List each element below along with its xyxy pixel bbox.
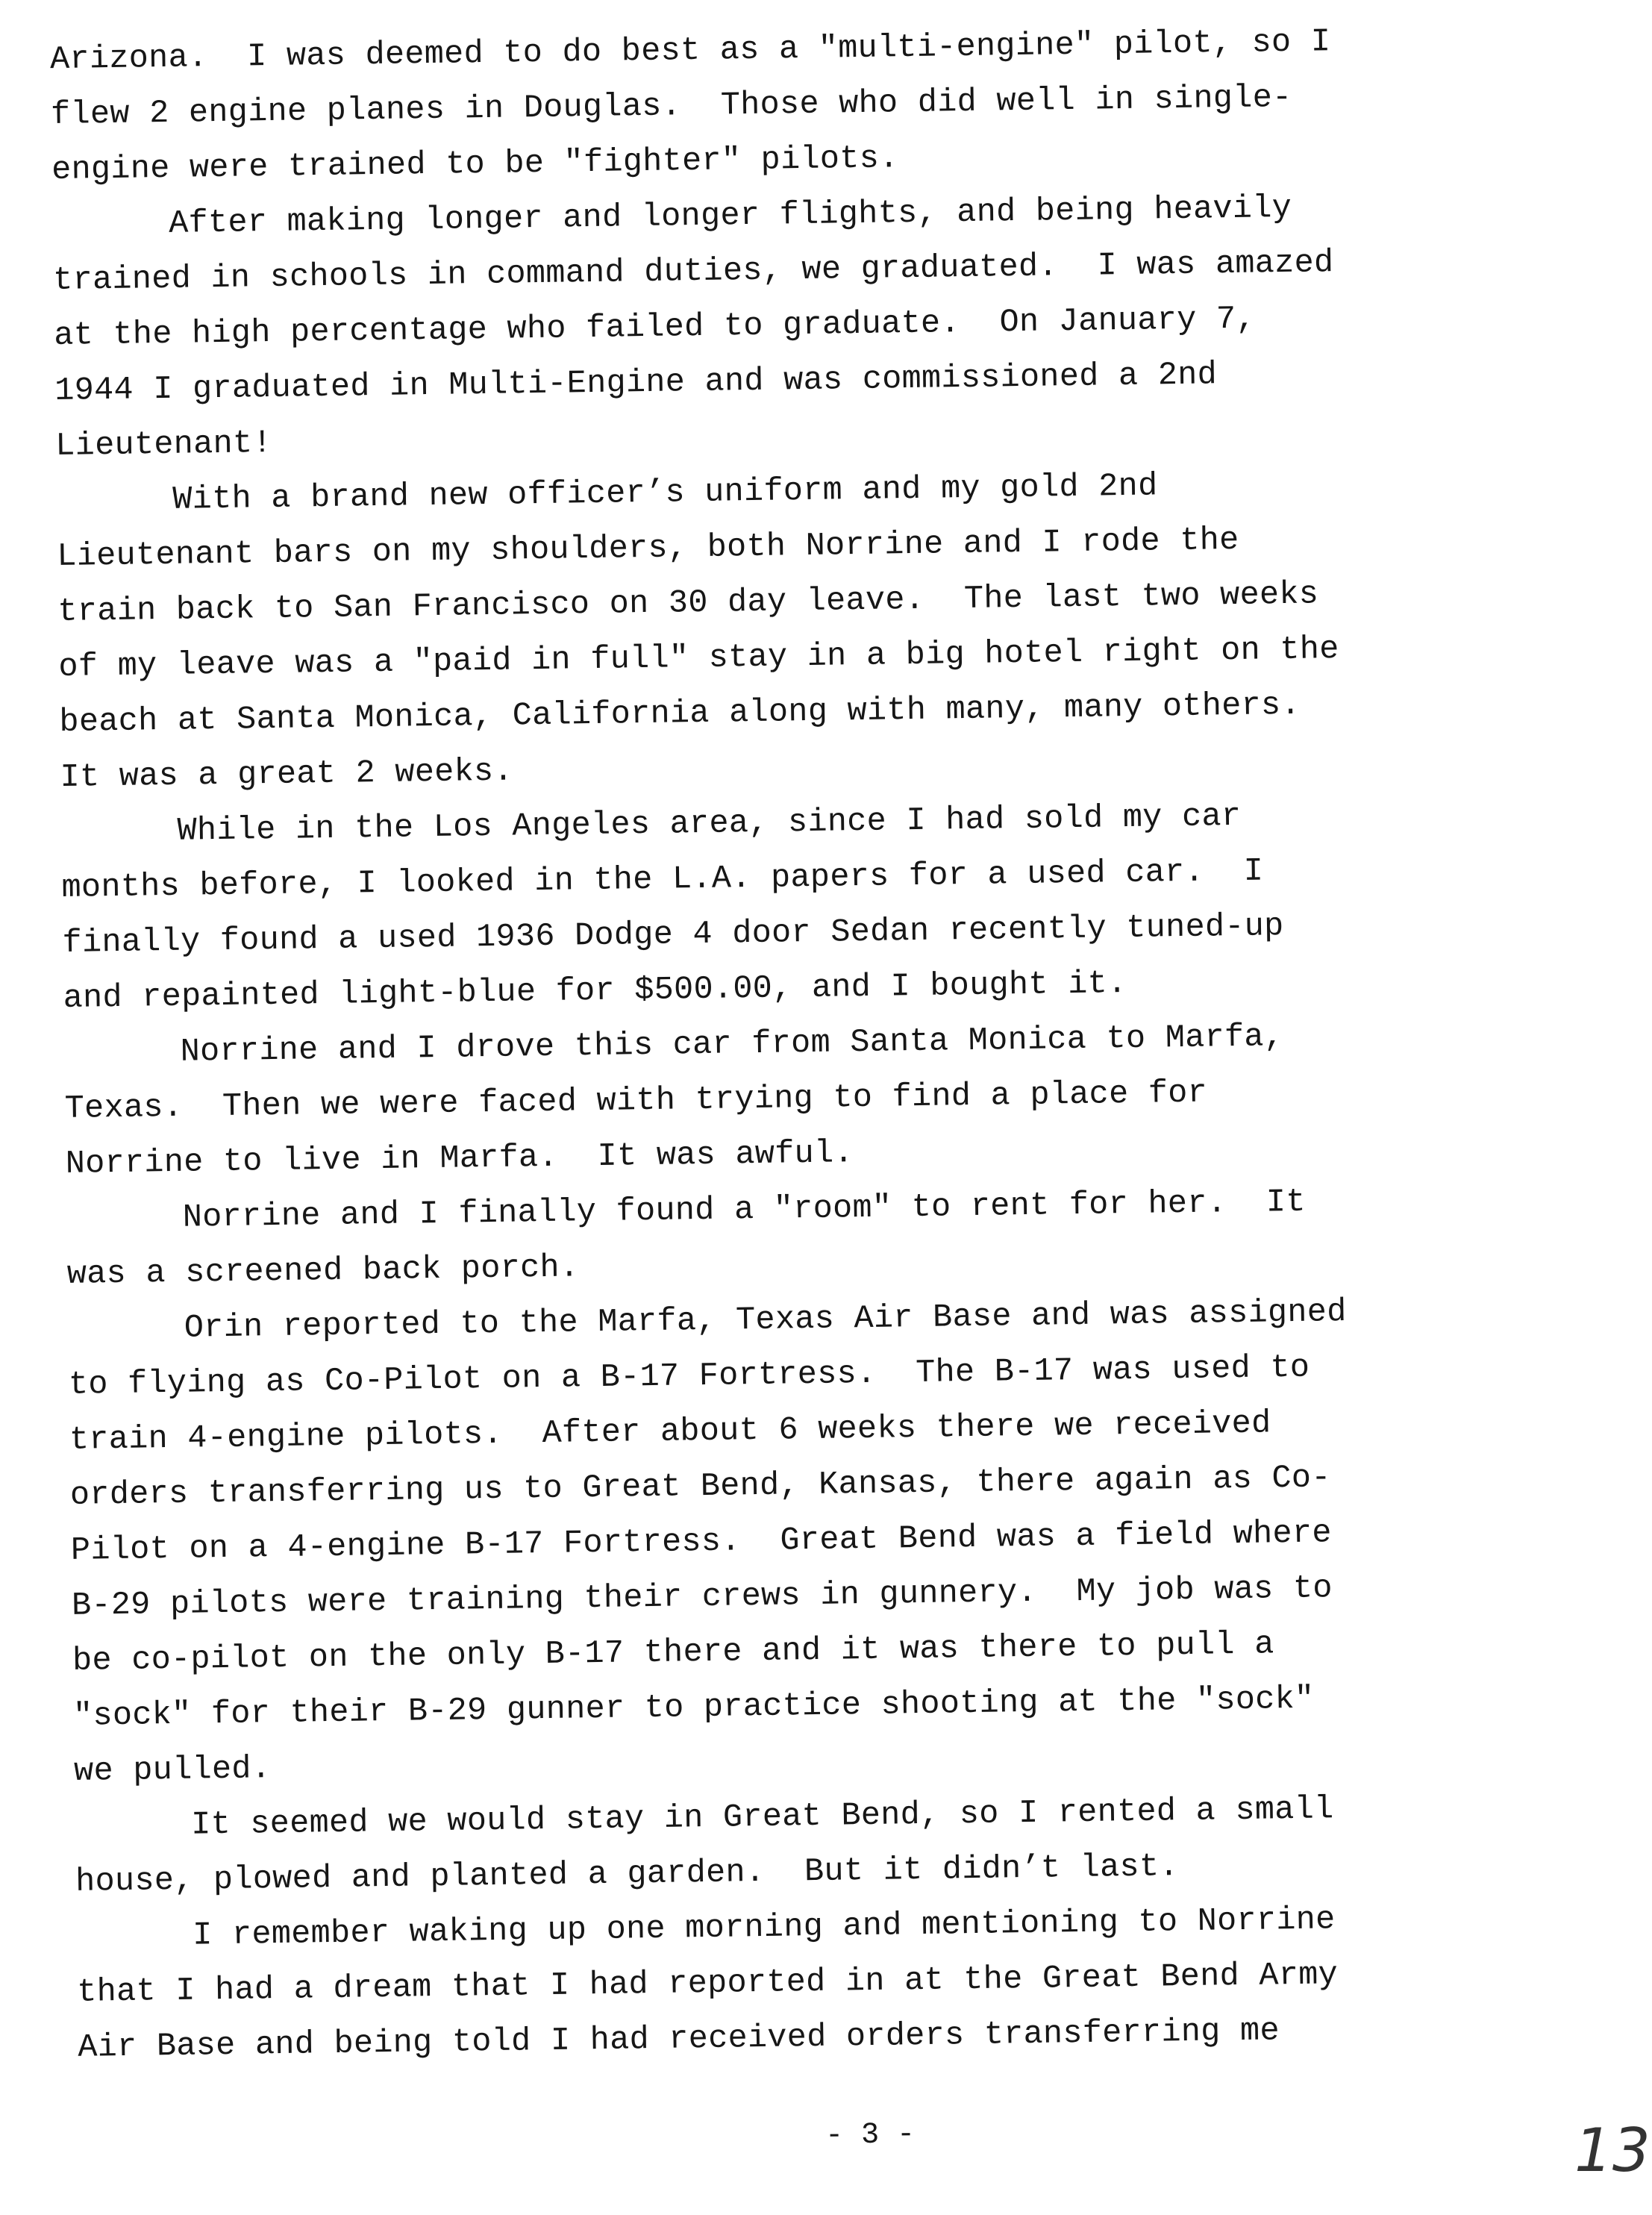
- text-line: Norrine and I drove this car from Santa Monica to Marfa,: [180, 1019, 1284, 1071]
- text-line: Norrine and I finally found a "room" to rent for her. It: [182, 1184, 1307, 1237]
- text-line: we pulled.: [73, 1751, 272, 1790]
- text-line: at the high percentage who failed to graduate. On January 7,: [53, 301, 1257, 355]
- text-line: months before, I looked in the L.A. papers for a used car. I: [61, 853, 1264, 907]
- text-line: It seemed we would stay in Great Bend, so I rented a small: [190, 1791, 1334, 1844]
- text-line: Lieutenant!: [55, 425, 273, 466]
- text-line: was a screened back porch.: [66, 1249, 580, 1293]
- text-line: "sock" for their B-29 gunner to practice shooting at the "sock": [72, 1681, 1315, 1735]
- text-line: finally found a used 1936 Dodge 4 door Sedan recently tuned-up: [62, 908, 1284, 962]
- text-line: trained in schools in command duties, we graduated. I was amazed: [52, 245, 1334, 300]
- text-line: orders transferring us to Great Bend, Kansas, there again as Co-: [69, 1460, 1332, 1514]
- text-line: of my leave was a "paid in full" stay in a big hotel right on the: [58, 631, 1339, 686]
- text-line: and repainted light-blue for $500.00, and I bought it.: [63, 966, 1127, 1017]
- text-line: After making longer and longer flights, and being heavily: [168, 190, 1292, 243]
- text-line: be co-pilot on the only B-17 there and it was there to pull a: [72, 1626, 1274, 1680]
- text-line: Lieutenant bars on my shoulders, both Norrine and I rode the: [57, 522, 1239, 576]
- text-line: to flying as Co-Pilot on a B-17 Fortress. The B-17 was used to: [68, 1349, 1310, 1404]
- text-line: that I had a dream that I had reported in at the Great Bend Army: [76, 1957, 1339, 2011]
- text-line: Air Base and being told I had received orders transferring me: [77, 2013, 1280, 2066]
- text-line: house, plowed and planted a garden. But it didn’t last.: [75, 1849, 1180, 1901]
- text-line: It was a great 2 weeks.: [60, 753, 514, 796]
- text-line: B-29 pilots were training their crews in gunnery. My job was to: [71, 1570, 1333, 1625]
- text-line: Texas. Then we were faced with trying to find a place for: [64, 1075, 1208, 1128]
- text-line: Norrine to live in Marfa. It was awful.: [65, 1135, 854, 1183]
- text-line: flew 2 engine planes in Douglas. Those who did well in single-: [50, 79, 1292, 134]
- text-line: Arizona. I was deemed to do best as a "multi-engine" pilot, so I: [49, 24, 1331, 79]
- text-line: While in the Los Angeles area, since I had sold my car: [177, 798, 1242, 850]
- text-line: engine were trained to be "fighter" pilots.: [51, 140, 899, 190]
- handwritten-annotation: 13: [1574, 2116, 1651, 2185]
- text-line: Orin reported to the Marfa, Texas Air Base and was assigned: [184, 1293, 1347, 1347]
- text-line: train 4-engine pilots. After about 6 weeks there we received: [69, 1405, 1271, 1459]
- text-line: train back to San Francisco on 30 day leave. The last two weeks: [57, 576, 1319, 631]
- text-line: beach at Santa Monica, California along with many, many others.: [59, 687, 1301, 741]
- page-number: - 3 -: [825, 2118, 916, 2153]
- text-line: With a brand new officer’s uniform and my gold 2nd: [172, 468, 1158, 519]
- text-line: I remember waking up one morning and mentioning to Norrine: [192, 1902, 1336, 1955]
- text-line: 1944 I graduated in Multi-Engine and was commissioned a 2nd: [54, 357, 1218, 410]
- text-line: Pilot on a 4-engine B-17 Fortress. Great Bend was a field where: [70, 1515, 1333, 1569]
